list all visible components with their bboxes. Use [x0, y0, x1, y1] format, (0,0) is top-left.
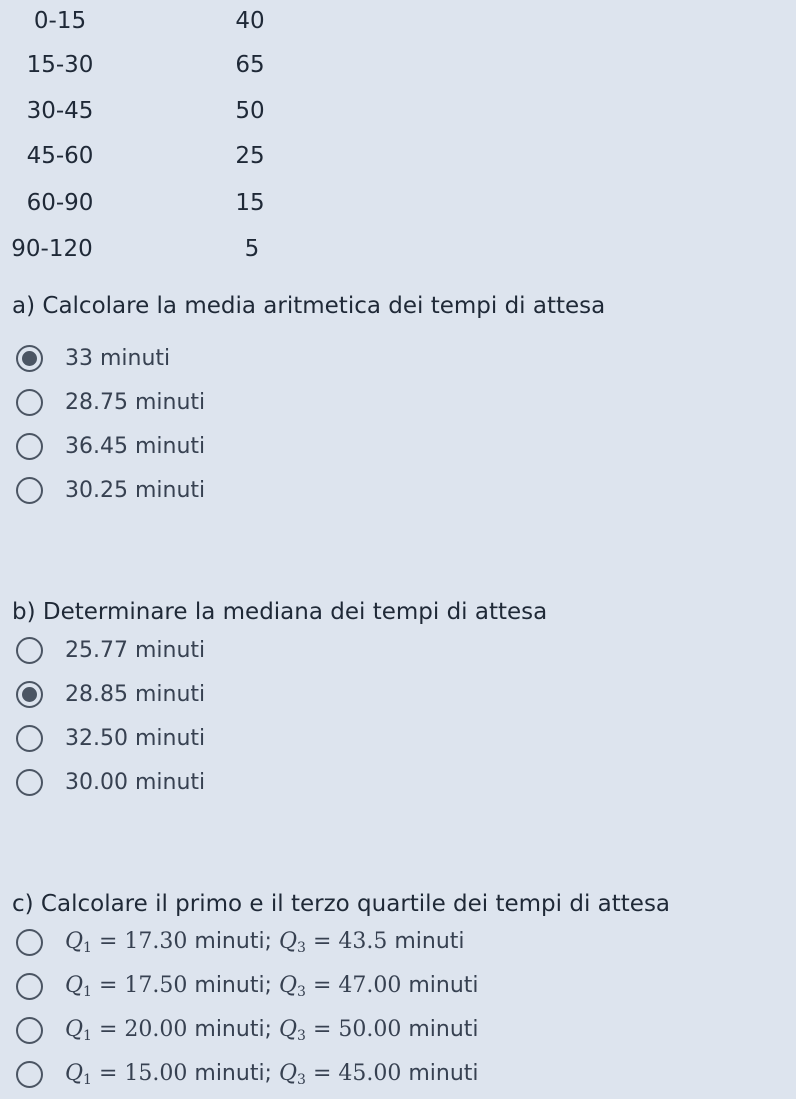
radio-button[interactable] [16, 389, 43, 416]
option-b-3[interactable] [16, 716, 205, 760]
q1-value: 17.50 [124, 972, 188, 998]
class-interval: 15-30 [26, 52, 94, 78]
option-c-1[interactable] [16, 920, 479, 964]
q3-subscript: 3 [297, 939, 306, 956]
frequency-count: 65 [235, 52, 265, 78]
q1-subscript: 1 [83, 983, 92, 1000]
radio-button[interactable] [16, 1061, 43, 1088]
option-a-4[interactable] [16, 468, 205, 512]
option-label [65, 1017, 479, 1044]
question-b-title: b) Determinare la mediana dei tempi di attesa [12, 599, 548, 625]
radio-button-selected[interactable] [16, 345, 43, 372]
q1-symbol: Q [65, 972, 84, 998]
q3-symbol: Q [278, 928, 298, 954]
equals-sign: = [98, 972, 118, 998]
unit-separator: minuti; [187, 1060, 279, 1086]
q1-subscript: 1 [83, 939, 92, 956]
equals-sign: = [98, 1016, 118, 1042]
equals-sign: = [312, 1016, 332, 1042]
table-row [0, 8, 300, 52]
frequency-count: 5 [244, 236, 260, 262]
q3-value: 43.5 [338, 928, 388, 954]
q3-subscript: 3 [297, 983, 306, 1000]
q1-symbol: Q [65, 1016, 84, 1042]
option-b-2[interactable] [16, 672, 205, 716]
question-c-title: c) Calcolare il primo e il terzo quartile dei tempi di attesa [12, 891, 671, 917]
frequency-count: 40 [235, 8, 265, 34]
class-interval: 90-120 [11, 236, 93, 262]
option-c-4[interactable] [16, 1052, 479, 1096]
question-c-options [16, 920, 479, 1096]
option-a-3[interactable] [16, 424, 205, 468]
radio-button[interactable] [16, 433, 43, 460]
question-a-title: a) Calcolare la media aritmetica dei tempi di attesa [12, 293, 606, 319]
option-label [65, 1061, 479, 1088]
radio-button[interactable] [16, 725, 43, 752]
radio-button[interactable] [16, 769, 43, 796]
q3-value: 45.00 [338, 1060, 402, 1086]
option-label: 30.00 minuti [65, 769, 206, 795]
table-row [0, 190, 300, 234]
radio-button[interactable] [16, 477, 43, 504]
q3-symbol: Q [278, 1016, 298, 1042]
unit: minuti [401, 1016, 479, 1042]
radio-button[interactable] [16, 637, 43, 664]
class-interval: 0-15 [33, 8, 87, 34]
frequency-count: 15 [235, 190, 265, 216]
q1-subscript: 1 [83, 1071, 92, 1088]
question-b-options [16, 628, 205, 804]
radio-button[interactable] [16, 973, 43, 1000]
question-a-options [16, 336, 205, 512]
option-label: 36.45 minuti [65, 433, 206, 459]
unit-separator: minuti; [187, 972, 279, 998]
q1-value: 20.00 [124, 1016, 188, 1042]
q3-symbol: Q [278, 1060, 298, 1086]
option-label: 30.25 minuti [65, 477, 206, 503]
unit: minuti [401, 972, 479, 998]
unit-separator: minuti; [187, 1016, 279, 1042]
table-row [0, 98, 300, 142]
option-b-4[interactable] [16, 760, 205, 804]
table-row [0, 143, 300, 187]
option-label: 33 minuti [65, 345, 171, 371]
table-row [0, 52, 300, 96]
q1-symbol: Q [65, 1060, 84, 1086]
option-c-2[interactable] [16, 964, 479, 1008]
q3-subscript: 3 [297, 1071, 306, 1088]
q3-value: 47.00 [338, 972, 402, 998]
equals-sign: = [312, 928, 332, 954]
equals-sign: = [312, 1060, 332, 1086]
q1-symbol: Q [65, 928, 84, 954]
table-row [0, 236, 300, 280]
q1-value: 17.30 [124, 928, 188, 954]
option-label [65, 929, 465, 956]
option-a-2[interactable] [16, 380, 205, 424]
option-label: 25.77 minuti [65, 637, 206, 663]
equals-sign: = [312, 972, 332, 998]
option-label: 32.50 minuti [65, 725, 206, 751]
unit: minuti [401, 1060, 479, 1086]
frequency-count: 25 [235, 143, 265, 169]
class-interval: 30-45 [26, 98, 94, 124]
q1-subscript: 1 [83, 1027, 92, 1044]
class-interval: 60-90 [26, 190, 94, 216]
unit: minuti [387, 928, 465, 954]
equals-sign: = [98, 1060, 118, 1086]
q3-symbol: Q [278, 972, 298, 998]
option-label [65, 973, 479, 1000]
option-label: 28.75 minuti [65, 389, 206, 415]
q3-value: 50.00 [338, 1016, 402, 1042]
option-label: 28.85 minuti [65, 681, 206, 707]
q1-value: 15.00 [124, 1060, 188, 1086]
unit-separator: minuti; [187, 928, 279, 954]
frequency-count: 50 [235, 98, 265, 124]
option-b-1[interactable] [16, 628, 205, 672]
q3-subscript: 3 [297, 1027, 306, 1044]
radio-button-selected[interactable] [16, 681, 43, 708]
radio-button[interactable] [16, 1017, 43, 1044]
option-a-1[interactable] [16, 336, 205, 380]
radio-button[interactable] [16, 929, 43, 956]
equals-sign: = [98, 928, 118, 954]
class-interval: 45-60 [26, 143, 94, 169]
option-c-3[interactable] [16, 1008, 479, 1052]
